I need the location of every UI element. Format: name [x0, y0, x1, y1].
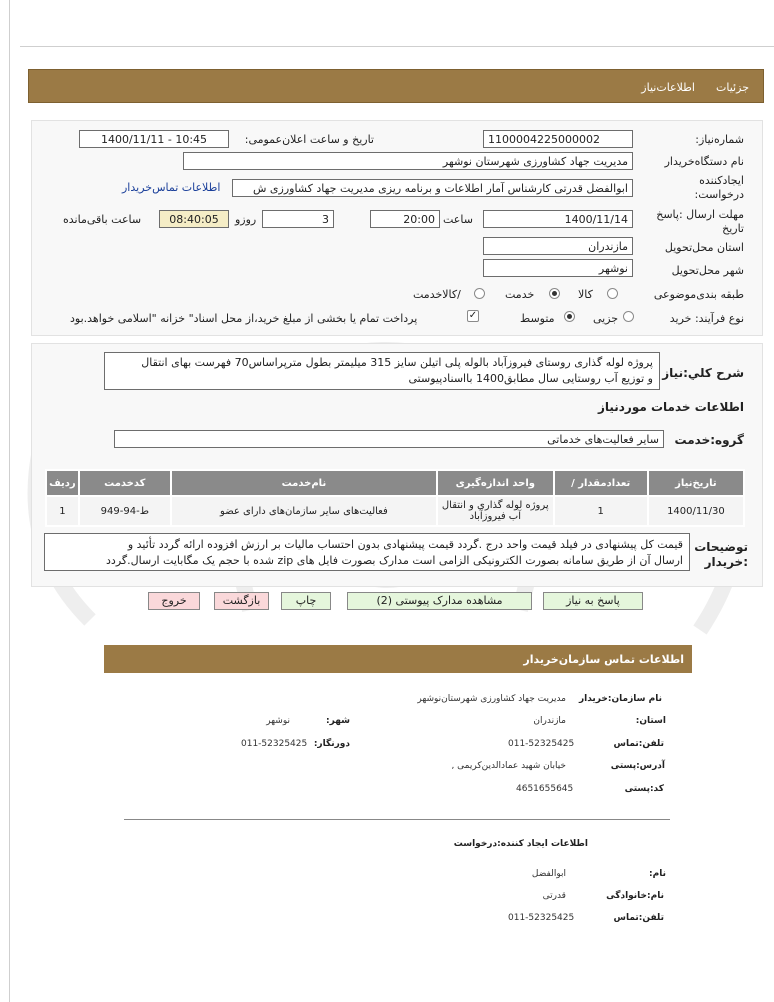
creator-family-value: قدرتی: [542, 891, 566, 901]
col-header-name: نام‌خدمت: [171, 470, 437, 496]
contact-header-bar: [104, 645, 692, 673]
province-label: استان محل‌تحویل: [664, 241, 744, 254]
deadline-label-line1: مهلت ارسال :پاسخ: [656, 208, 744, 221]
description-line1: پروژه لوله گذاری روستای فیروزآباد بالوله پلی اتیلن سایز 315 میلیمتر بطول مترپراساس70 فهرست بهای انتقال: [141, 356, 653, 369]
city-label: شهر محل‌تحویل: [671, 264, 744, 277]
category-radio-goods-service[interactable]: [474, 288, 485, 299]
process-option-minor: جزیی: [593, 312, 619, 325]
days-label: روزو: [235, 213, 257, 226]
notes-line1: قیمت کل پیشنهادی در فیلد قیمت واحد درج .گردد قیمت پیشنهادی بدون احتساب مالیات بر ارزش افزوده ارائه گردد تأئید و: [127, 538, 683, 551]
days-field: 3: [262, 210, 334, 228]
services-table: [45, 469, 745, 527]
payment-checkbox[interactable]: ✓: [468, 310, 478, 321]
creator-family-label: نام:خانوادگی: [606, 891, 664, 901]
remaining-time-label: ساعت باقی‌مانده: [63, 213, 142, 226]
notes-label-line1: توضیحات: [694, 540, 748, 554]
contact-postal-label: کد:پستی: [624, 784, 664, 794]
cell-date: 1400/11/30: [648, 496, 744, 526]
creator-label-line1: ایجادکننده: [699, 174, 744, 187]
service-group-field: سایر فعالیت‌های خدماتی: [114, 430, 664, 448]
contact-city-label: شهر:: [326, 716, 350, 726]
description-label: شرح كلي:نياز: [662, 366, 744, 380]
notes-label-line2: :خریدار: [704, 555, 748, 569]
process-radio-minor[interactable]: [623, 311, 634, 322]
creator-name-value: ابوالفضل: [531, 869, 566, 879]
cell-unit: پروژه لوله گذاری و انتقال آب فیروزآباد: [437, 496, 554, 526]
col-header-unit: واحد اندازه‌گیری: [437, 470, 554, 496]
cell-row-number: 1: [46, 496, 79, 526]
col-header-qty: / تعدادمقدار: [554, 470, 648, 496]
category-radio-goods[interactable]: [607, 288, 618, 299]
reply-button[interactable]: پاسخ به نیاز: [543, 592, 643, 610]
col-header-date: تاریخ‌نیاز: [648, 470, 744, 496]
contact-address-value: خیابان شهید عمادالدین‌کریمی ,: [451, 761, 566, 771]
contact-header-title: اطلاعات تماس سازمان‌خریدار: [523, 653, 684, 666]
contact-address-label: آدرس:پستی: [610, 761, 665, 771]
buyer-contact-link[interactable]: اطلاعات تماس‌خریدار: [122, 181, 221, 194]
view-attachments-button[interactable]: مشاهده مدارک پیوستی (2): [347, 592, 532, 610]
org-name-value: مدیریت جهاد کشاورزی شهرستان‌نوشهر: [417, 694, 566, 704]
deadline-time-field: 20:00: [370, 210, 440, 228]
contact-phone-label: تلفن:تماس: [613, 739, 664, 749]
category-option-goods: کالا: [578, 288, 593, 301]
contact-fax-label: دورنگار:: [313, 739, 350, 749]
contact-province-value: مازندران: [533, 716, 566, 726]
remaining-time-field: 08:40:05: [159, 210, 229, 228]
category-option-service: خدمت: [505, 288, 535, 301]
notes-box: [44, 533, 690, 571]
service-group-label: گروه:خدمت: [674, 433, 744, 447]
table-header-row: [46, 470, 744, 496]
table-row: [46, 496, 744, 526]
exit-button[interactable]: خروج: [148, 592, 200, 610]
contact-fax-value: 011-52325425: [241, 739, 308, 749]
tab-need-info[interactable]: اطلاعات‌نیاز: [641, 81, 695, 94]
description-line2: و توزیع آب روستایی سال مطابق1400 بااسنادپیوستی: [408, 372, 653, 385]
creator-label-line2: درخواست:: [694, 188, 744, 201]
contact-postal-value: 4651655645: [516, 784, 574, 794]
left-border-line: [9, 0, 10, 1002]
tab-details[interactable]: جزئیات: [716, 81, 749, 94]
city-field: نوشهر: [483, 259, 633, 277]
contact-city-value: نوشهر: [266, 716, 290, 726]
process-radio-medium[interactable]: [564, 311, 575, 322]
page-header-bar: [28, 69, 764, 103]
services-title: اطلاعات خدمات موردنیاز: [597, 400, 744, 414]
payment-note: پرداخت تمام یا بخشی از مبلغ خرید،از محل اسناد" خزانه "اسلامی خواهد.بود: [70, 312, 418, 325]
back-button[interactable]: بازگشت: [214, 592, 269, 610]
cell-code: ط-94-949: [79, 496, 171, 526]
contact-province-label: استان:: [635, 716, 666, 726]
need-number-field: 1100004225000002: [483, 130, 633, 148]
col-header-row-number: ردیف: [46, 470, 79, 496]
deadline-label-line2: تاریخ: [722, 222, 744, 235]
deadline-date-field: 1400/11/14: [483, 210, 633, 228]
creator-phone-value: 011-52325425: [508, 913, 575, 923]
creator-info-title: اطلاعات ایجاد کننده:درخواست: [453, 839, 588, 849]
description-box: [104, 352, 660, 390]
contact-separator: [124, 819, 670, 820]
cell-qty: 1: [554, 496, 648, 526]
creator-field: ابوالفضل قدرتی کارشناس آمار اطلاعات و برنامه ریزی مدیریت جهاد کشاورزی ش: [232, 179, 633, 197]
org-name-label: نام سازمان:خریدار: [578, 694, 662, 704]
print-button[interactable]: چاپ: [281, 592, 331, 610]
top-divider: [20, 46, 774, 47]
province-field: مازندران: [483, 237, 633, 255]
creator-name-label: نام:: [649, 869, 666, 879]
contact-phone-value: 011-52325425: [508, 739, 575, 749]
announce-label: تاریخ و ساعت اعلان‌عمومی:: [244, 133, 374, 146]
process-option-medium: متوسط: [520, 312, 555, 325]
buyer-field: مدیریت جهاد کشاورزی شهرستان نوشهر: [183, 152, 633, 170]
need-number-label: شماره‌نیاز:: [695, 133, 744, 146]
deadline-time-label: ساعت: [443, 213, 473, 226]
cell-name: فعالیت‌های سایر سازمان‌های دارای عضو: [171, 496, 437, 526]
notes-line2: ارسال آن از طریق سامانه بصورت الکترونیکی الزامی است مدارک بصورت فایل های zip شده با حجم یک مگابایت ارسال.گردد: [106, 554, 683, 567]
col-header-code: کدخدمت: [79, 470, 171, 496]
buyer-label: نام دستگاه‌خریدار: [664, 155, 744, 168]
category-option-goods-service: /کالاخدمت: [413, 288, 461, 301]
process-label: نوع فرآیند: خرید: [669, 312, 744, 325]
creator-phone-label: تلفن:تماس: [613, 913, 664, 923]
announce-date-field: 1400/11/11 - 10:45: [79, 130, 229, 148]
category-radio-service[interactable]: [549, 288, 560, 299]
category-label: طبقه بندی‌موضوعی: [653, 288, 744, 301]
